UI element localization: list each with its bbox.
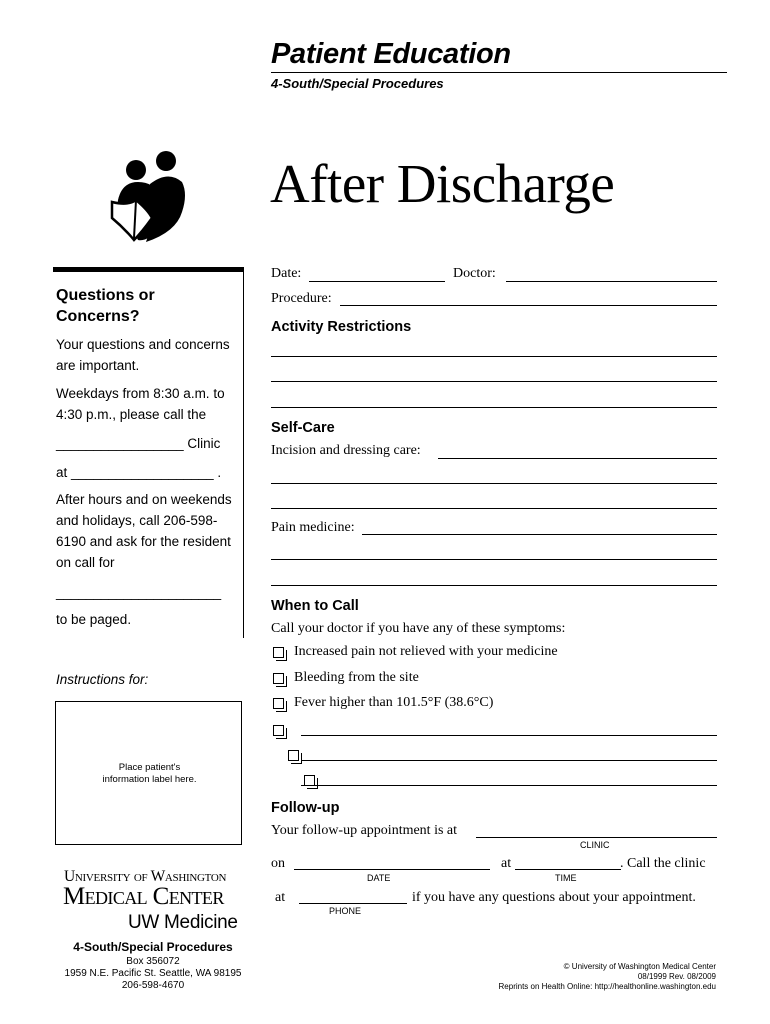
at-label: at (501, 856, 512, 871)
procedure-label: Procedure: (271, 291, 332, 306)
time-caption: TIME (555, 873, 577, 883)
sidebar-resident-blank: ______________________ (56, 585, 222, 600)
header-subtitle: 4-South/Special Procedures (271, 76, 444, 91)
sidebar-hours-line-1: Weekdays from 8:30 a.m. to (56, 386, 225, 401)
clinic-caption: CLINIC (580, 840, 610, 850)
address-line-2: 1959 N.E. Pacific St. Seattle, WA 98195 (64, 968, 242, 979)
phone-field[interactable] (299, 903, 407, 904)
followup-heading: Follow-up (271, 800, 340, 816)
address-line-1: Box 356072 (126, 956, 180, 967)
incision-label: Incision and dressing care: (271, 443, 421, 458)
uw-name-line-2: Medical Center (63, 883, 224, 910)
symptom-text: Bleeding from the site (294, 670, 419, 685)
sidebar-clinic-blank: _________________ Clinic (56, 436, 221, 451)
pain-line-3[interactable] (271, 585, 717, 586)
pain-label: Pain medicine: (271, 520, 355, 535)
people-logo-icon (108, 148, 188, 243)
symptom-blank-line[interactable] (301, 785, 717, 786)
date-caption: DATE (367, 873, 391, 883)
activity-heading: Activity Restrictions (271, 319, 412, 335)
uw-medicine-wordmark: UW Medicine (128, 912, 238, 933)
followup-text: Your follow-up appointment is at (271, 823, 458, 838)
sidebar-at-blank: at ___________________ . (56, 465, 222, 480)
appointment-time-field[interactable] (515, 869, 621, 870)
incision-line-2[interactable] (271, 483, 717, 484)
at-phone-label: at (275, 890, 286, 905)
main-title: After Discharge (270, 153, 615, 214)
activity-line-3[interactable] (271, 407, 717, 408)
patient-label-box-text: Place patient's information label here. (102, 762, 197, 785)
appointment-date-field[interactable] (294, 869, 490, 870)
address-heading: 4-South/Special Procedures (73, 940, 233, 954)
sidebar-hours-line-2: 4:30 p.m., please call the (56, 407, 207, 422)
symptom-text: Fever higher than 101.5°F (38.6°C) (294, 695, 494, 710)
date-label: Date: (271, 266, 302, 281)
instructions-label: Instructions for: (56, 672, 149, 687)
incision-line-3[interactable] (271, 508, 717, 509)
uw-name-line-1: University of Washington (64, 868, 227, 885)
selfcare-heading: Self-Care (271, 420, 335, 436)
pain-field[interactable] (362, 534, 717, 535)
activity-line-1[interactable] (271, 356, 717, 357)
date-field[interactable] (309, 281, 445, 282)
doctor-label: Doctor: (453, 266, 496, 281)
incision-field[interactable] (438, 458, 717, 459)
header-title: Patient Education (271, 38, 511, 70)
patient-label-box (55, 701, 242, 845)
footer-reprints: Reprints on Health Online: http://healthonline.washington.edu (498, 982, 716, 991)
phone-caption: PHONE (329, 906, 362, 916)
address-line-3: 206-598-4670 (121, 980, 185, 991)
sidebar-paragraph-1: Your questions and concerns are important. (56, 337, 230, 373)
sidebar-right-rule (243, 270, 244, 638)
checkbox-icon[interactable] (273, 647, 284, 658)
pain-line-2[interactable] (271, 559, 717, 560)
sidebar-paragraph-3: After hours and on weekends and holidays, call 206-598-6190 and ask for the resident on call for (56, 492, 232, 570)
checkbox-icon[interactable] (288, 750, 299, 761)
questions-text: if you have any questions about your appointment. (412, 890, 696, 905)
footer-revision: 08/1999 Rev. 08/2009 (637, 972, 716, 981)
doctor-field[interactable] (506, 281, 717, 282)
checkbox-icon[interactable] (273, 698, 284, 709)
sidebar-paged-text: to be paged. (56, 612, 132, 627)
symptom-text: Increased pain not relieved with your medicine (294, 644, 558, 659)
on-label: on (271, 856, 285, 871)
activity-line-2[interactable] (271, 381, 717, 382)
sidebar-top-bar (53, 267, 244, 272)
symptom-blank-line[interactable] (301, 760, 717, 761)
checkbox-icon[interactable] (273, 673, 284, 684)
clinic-field[interactable] (476, 837, 717, 838)
footer-copyright: © University of Washington Medical Center (563, 962, 716, 971)
checkbox-icon[interactable] (273, 725, 284, 736)
call-clinic-text: . Call the clinic (620, 856, 706, 871)
when-heading: When to Call (271, 598, 359, 614)
procedure-field[interactable] (340, 305, 717, 306)
when-intro: Call your doctor if you have any of these symptoms: (271, 621, 566, 636)
header-rule (271, 72, 727, 73)
sidebar-heading: Questions or Concerns? (56, 287, 155, 325)
symptom-blank-line[interactable] (301, 735, 717, 736)
